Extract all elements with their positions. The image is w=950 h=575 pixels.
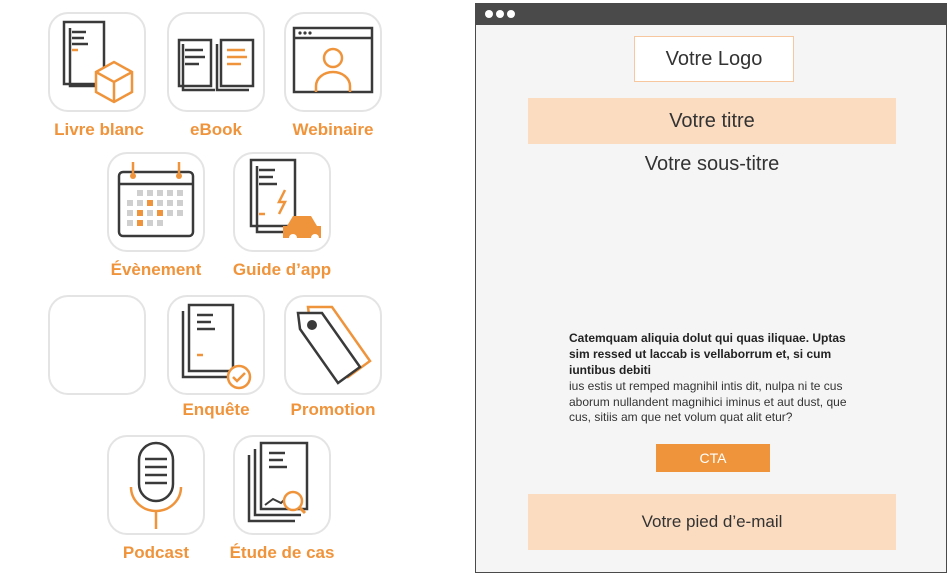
tile-etude-de-cas[interactable] <box>233 435 331 535</box>
window-dot-icon <box>496 10 504 18</box>
email-subtitle[interactable]: Votre sous-titre <box>644 153 780 175</box>
tile-label-ebook: eBook <box>190 120 242 139</box>
tile-guide-app[interactable] <box>233 152 331 252</box>
tile-evenement[interactable] <box>107 152 205 252</box>
tile-label-promotion: Promotion <box>290 400 376 419</box>
microphone-icon <box>109 437 203 533</box>
webinar-presenter-icon <box>286 14 380 110</box>
window-title-bar <box>476 3 946 25</box>
tile-label-livre-blanc: Livre blanc <box>54 120 144 139</box>
email-title[interactable]: Votre titre <box>528 98 896 144</box>
tile-label-enquete: Enquête <box>182 400 250 419</box>
tile-podcast[interactable] <box>107 435 205 535</box>
cta-button[interactable]: CTA <box>656 444 770 472</box>
white-paper-box-icon <box>50 14 144 110</box>
tile-label-webinaire: Webinaire <box>292 120 374 139</box>
email-template-window <box>475 3 947 573</box>
app-guide-car-icon <box>235 154 329 250</box>
open-book-icon <box>169 14 263 110</box>
tile-webinaire[interactable] <box>284 12 382 112</box>
tile-label-evenement: Évènement <box>110 260 202 279</box>
tile-ebook[interactable] <box>167 12 265 112</box>
tile-livre-blanc[interactable] <box>48 12 146 112</box>
window-dot-icon <box>485 10 493 18</box>
price-tag-icon <box>286 297 380 393</box>
window-dot-icon <box>507 10 515 18</box>
tile-enquete[interactable] <box>167 295 265 395</box>
tile-promotion[interactable] <box>284 295 382 395</box>
tile-empty[interactable] <box>48 295 146 395</box>
email-body-lead[interactable]: Catemquam aliquia dolut qui quas iliquae. Uptas sim ressed ut laccab is vellaborrum et, si cum iuntibus debiti <box>569 331 846 377</box>
tile-label-etude-de-cas: Étude de cas <box>229 543 335 562</box>
tile-label-podcast: Podcast <box>122 543 190 562</box>
survey-check-icon <box>169 297 263 393</box>
case-study-chart-icon <box>235 437 329 533</box>
email-footer[interactable]: Votre pied d’e-mail <box>528 494 896 550</box>
email-logo-placeholder[interactable]: Votre Logo <box>634 36 794 82</box>
tile-label-guide-app: Guide d’app <box>232 260 332 279</box>
calendar-icon <box>109 154 203 250</box>
email-body-text[interactable]: ius estis ut remped magnihil intis dit, nulpa ni te cus aborum nullandent magnihici iminus et aut dust, que cus, sitiis am que net volum quat alit etur? <box>569 379 847 424</box>
